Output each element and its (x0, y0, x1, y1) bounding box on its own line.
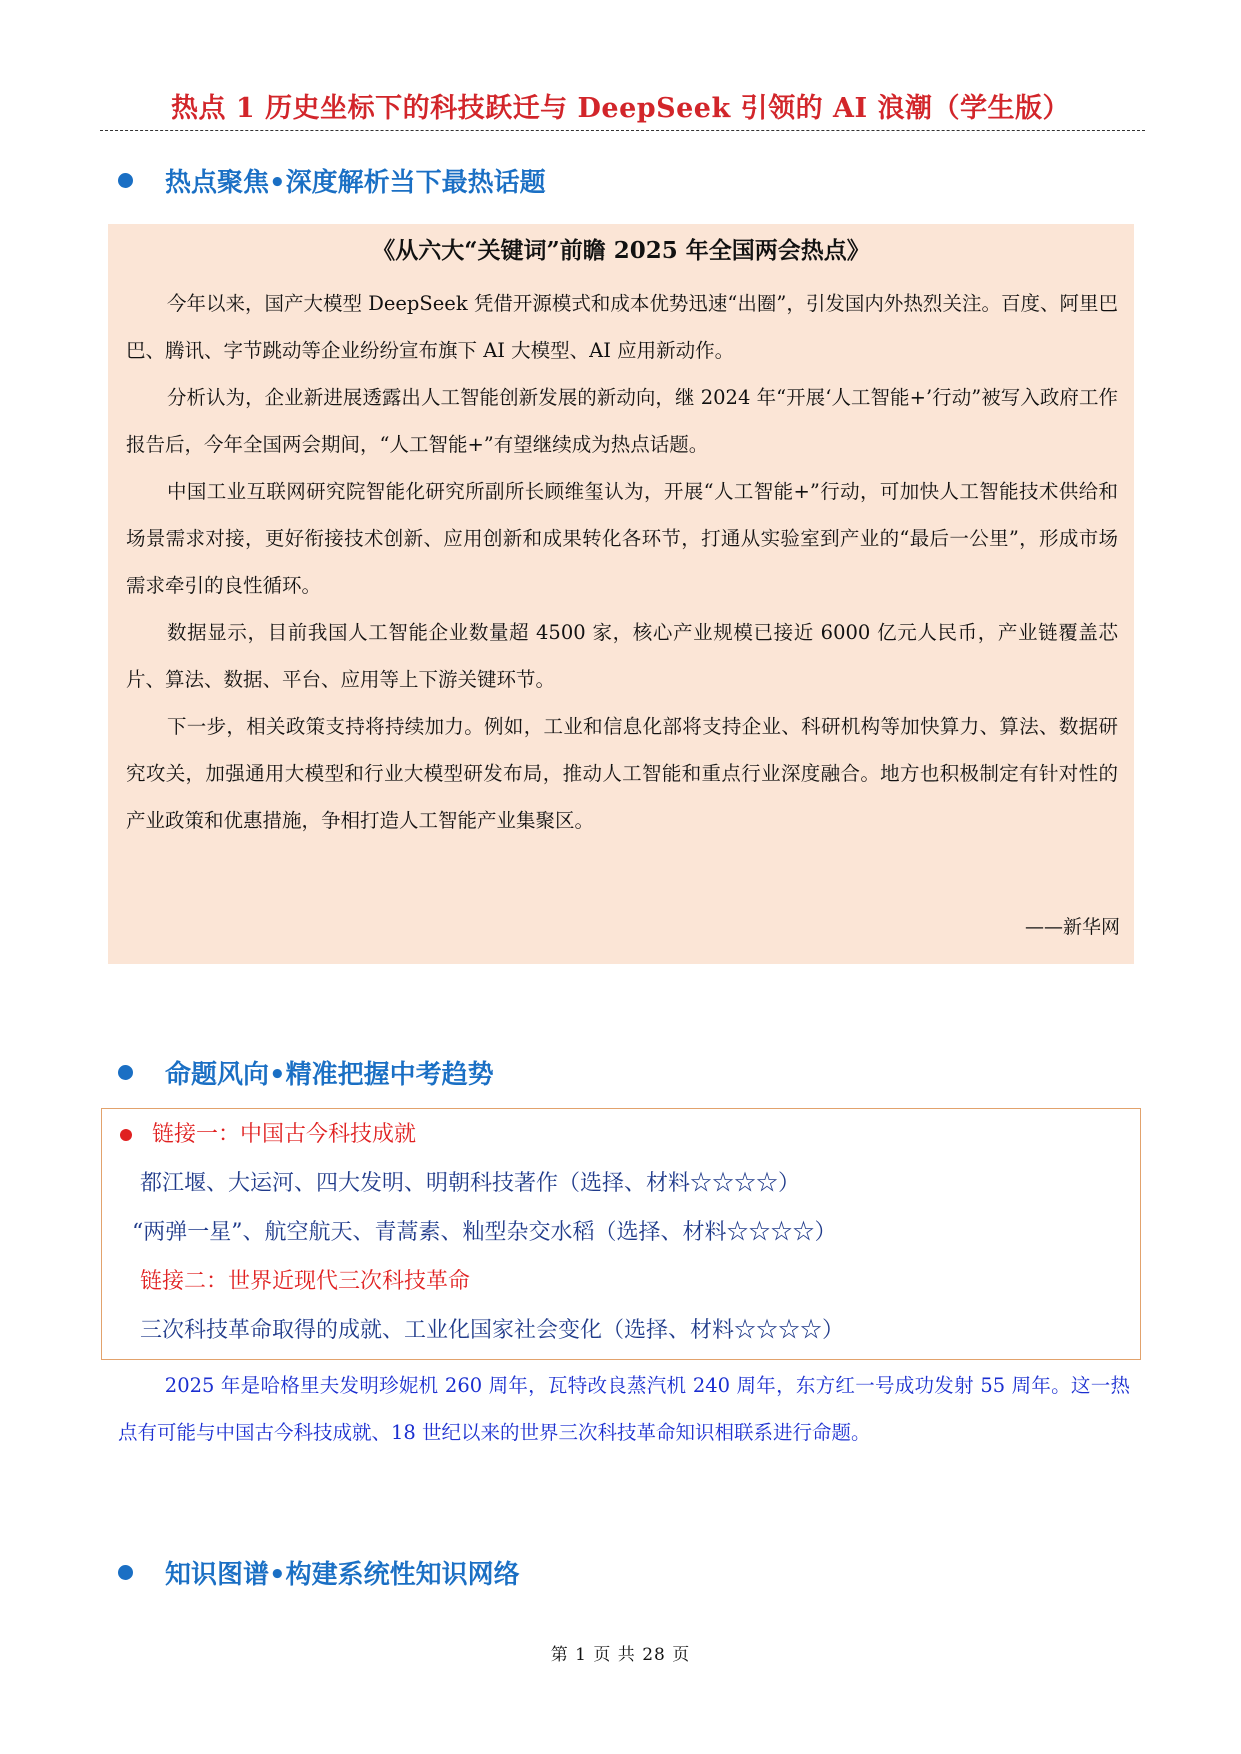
header-divider (100, 130, 1145, 131)
link1-item: 都江堰、大运河、四大发明、明朝科技著作（选择、材料☆☆☆☆） (140, 1171, 801, 1196)
article-body (126, 280, 1118, 844)
link2-item: 三次科技革命取得的成就、工业化国家社会变化（选择、材料☆☆☆☆） (140, 1318, 845, 1343)
links-box (101, 1108, 1141, 1360)
section-heading-focus (118, 160, 546, 200)
bullet-icon (118, 1565, 133, 1580)
red-bullet-icon (120, 1129, 132, 1141)
article-paragraph: 数据显示，目前我国人工智能企业数量超 4500 家，核心产业规模已接近 6000 亿元人民币，产业链覆盖芯片、算法、数据、平台、应用等上下游关键环节。 (126, 621, 1118, 691)
bullet-icon (118, 173, 133, 188)
analysis-paragraph: 2025 年是哈格里夫发明珍妮机 260 周年，瓦特改良蒸汽机 240 周年，东方红一号成功发射 55 周年。这一热点有可能与中国古今科技成就、18 世纪以来的世界三次科技革命知识相联系进行命题。 (118, 1374, 1130, 1444)
link1-title: 链接一：中国古今科技成就 (152, 1122, 417, 1147)
section-heading-label: 知识图谱•构建系统性知识网络 (165, 1559, 520, 1590)
section-heading-knowledge (118, 1552, 520, 1592)
link2-title: 链接二：世界近现代三次科技革命 (140, 1269, 471, 1294)
article-box (108, 224, 1134, 964)
article-source: ——新华网 (1024, 916, 1120, 938)
page-number: 第 1 页 共 28 页 (550, 1645, 691, 1665)
section-heading-label: 热点聚焦•深度解析当下最热话题 (165, 167, 546, 198)
document-title: 热点 1 历史坐标下的科技跃迁与 DeepSeek 引领的 AI 浪潮（学生版） (171, 93, 1070, 124)
article-paragraph: 分析认为，企业新进展透露出人工智能创新发展的新动向，继 2024 年“开展‘人工智能+’行动”被写入政府工作报告后，今年全国两会期间，“人工智能+”有望继续成为热点话题。 (126, 386, 1118, 456)
section-heading-label: 命题风向•精准把握中考趋势 (165, 1059, 494, 1090)
article-paragraph: 今年以来，国产大模型 DeepSeek 凭借开源模式和成本优势迅速“出圈”，引发国内外热烈关注。百度、阿里巴巴、腾讯、字节跳动等企业纷纷宣布旗下 AI 大模型、AI 应用新动作。 (126, 292, 1118, 362)
link1-item: “两弹一星”、航空航天、青蒿素、籼型杂交水稻（选择、材料☆☆☆☆） (132, 1220, 837, 1245)
section-heading-trend (118, 1052, 494, 1092)
analysis-text (118, 1362, 1130, 1456)
bullet-icon (118, 1065, 133, 1080)
article-paragraph: 中国工业互联网研究院智能化研究所副所长顾维玺认为，开展“人工智能+”行动，可加快人工智能技术供给和场景需求对接，更好衔接技术创新、应用创新和成果转化各环节，打通从实验室到产业的“最后一公里”，形成市场需求牵引的良性循环。 (126, 480, 1118, 597)
article-paragraph: 下一步，相关政策支持将持续加力。例如，工业和信息化部将支持企业、科研机构等加快算力、算法、数据研究攻关，加强通用大模型和行业大模型研发布局，推动人工智能和重点行业深度融合。地方也积极制定有针对性的产业政策和优惠措施，争相打造人工智能产业集聚区。 (126, 715, 1118, 832)
article-title: 《从六大“关键词”前瞻 2025 年全国两会热点》 (372, 237, 870, 264)
